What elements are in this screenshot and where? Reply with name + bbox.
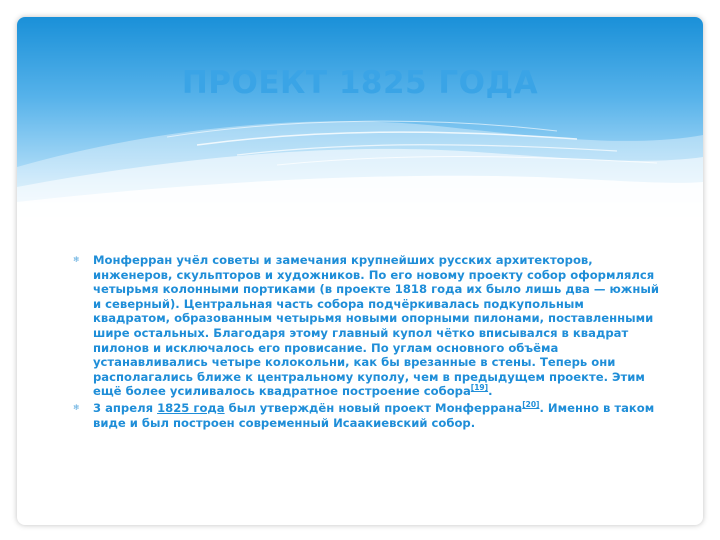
bullet-list: [71, 253, 661, 432]
slide: [17, 17, 703, 525]
bullet-text-after: . Именно в таком виде и был построен современный Исаакиевский собор.: [93, 400, 655, 430]
bullet-end: .: [488, 384, 493, 399]
snowflake-bullet-icon: ❄: [73, 255, 80, 264]
bullet-text-middle: был утверждён новый проект Монферрана: [224, 400, 523, 415]
date-link[interactable]: 1825 года: [157, 400, 225, 415]
wave-decoration: [17, 17, 703, 217]
header-banner: [17, 17, 703, 217]
list-item: [71, 401, 661, 430]
list-item: [71, 253, 661, 399]
reference-link[interactable]: [20]: [522, 400, 540, 410]
snowflake-bullet-icon: ❄: [73, 402, 80, 412]
bullet-text-before: 3 апреля: [93, 400, 158, 415]
bullet-text: Монферран учёл советы и замечания крупнейших русских архитекторов, инженеров, скульпторов и художников. По его новому проекту собор оформлялся четырьмя колонными портиками (в проекте 1818 года их было лишь два — южный и северный). Центральная часть собора подчёркивалась подкупольным квадратом, образованным четырьмя новыми опорными пилонами, поставленными шире остальных. Благодаря этому главный купол чётко вписывался в квадрат пилонов и исключалось его провисание. По углам основного объёма устанавливались четыре колокольни, как бы врезанные в стены. Теперь они располагались ближе к центральному куполу, чем в предыдущем проекте. Этим ещё более усиливалось квадратное построение собора: [93, 253, 659, 399]
slide-title: ПРОЕКТ 1825 ГОДА: [181, 65, 539, 101]
reference-link[interactable]: [19]: [470, 383, 489, 393]
